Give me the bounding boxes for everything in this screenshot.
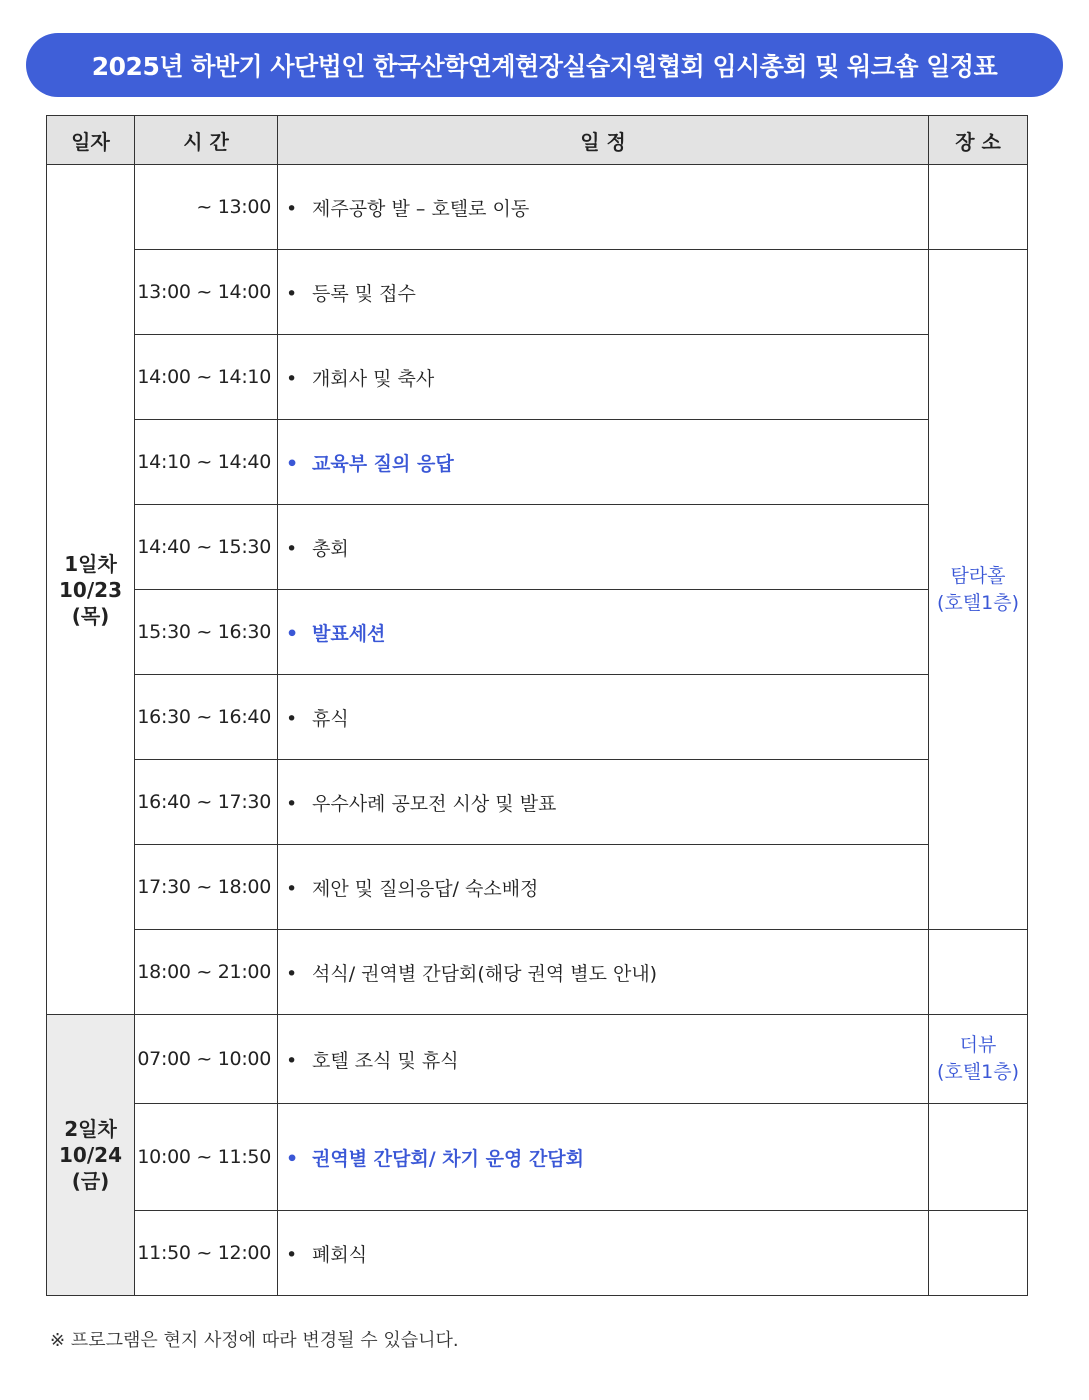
table-row	[47, 420, 1028, 505]
time-cell: ~ 13:00	[135, 165, 278, 250]
page-title: 2025년 하반기 사단법인 한국산학연계현장실습지원협회 임시총회 및 워크숍 일정표	[91, 52, 998, 81]
bullet-icon: •	[286, 282, 298, 305]
time-cell: 18:00 ~ 21:00	[135, 930, 278, 1015]
day-date: 10/24	[59, 1143, 122, 1167]
bullet-icon: •	[286, 877, 298, 900]
schedule-item-text: 우수사례 공모전 시상 및 발표	[312, 792, 557, 815]
time-cell: 07:00 ~ 10:00	[135, 1015, 278, 1104]
day-2-cell	[47, 1015, 135, 1296]
schedule-item-highlight	[278, 420, 929, 505]
time-cell: 16:30 ~ 16:40	[135, 675, 278, 760]
table-row	[47, 930, 1028, 1015]
bullet-icon: •	[286, 367, 298, 390]
schedule-item-text: 휴식	[312, 707, 349, 730]
bullet-icon: •	[286, 622, 299, 645]
table-row	[47, 505, 1028, 590]
time-cell: 14:00 ~ 14:10	[135, 335, 278, 420]
place-cell-the-view	[929, 1015, 1028, 1104]
schedule-table	[46, 115, 1028, 1296]
place-name: 더뷰	[959, 1034, 997, 1056]
title-banner	[26, 33, 1063, 97]
schedule-item-text: 등록 및 접수	[312, 282, 416, 305]
time-cell: 17:30 ~ 18:00	[135, 845, 278, 930]
day-label: 2일차	[64, 1117, 117, 1141]
bullet-icon: •	[286, 1147, 299, 1170]
time-cell: 16:40 ~ 17:30	[135, 760, 278, 845]
schedule-item-text: 개회사 및 축사	[312, 367, 435, 390]
schedule-item	[278, 335, 929, 420]
schedule-item-text: 폐회식	[312, 1243, 368, 1266]
schedule-item-text: 교육부 질의 응답	[312, 452, 454, 475]
table-row	[47, 335, 1028, 420]
place-cell-empty	[929, 1104, 1028, 1211]
schedule-item	[278, 760, 929, 845]
time-cell: 13:00 ~ 14:00	[135, 250, 278, 335]
header-place: 장 소	[929, 116, 1028, 165]
day-date: 10/23	[59, 577, 122, 602]
header-row	[47, 116, 1028, 165]
table-row	[47, 250, 1028, 335]
schedule-item	[278, 845, 929, 930]
schedule-item	[278, 675, 929, 760]
header-day: 일자	[47, 116, 135, 165]
schedule-item-text: 제안 및 질의응답/ 숙소배정	[312, 877, 539, 900]
day-label: 1일차	[64, 551, 117, 576]
table-row	[47, 590, 1028, 675]
schedule-item	[278, 1211, 929, 1296]
bullet-icon: •	[286, 452, 299, 475]
place-cell-empty	[929, 930, 1028, 1015]
table-row	[47, 760, 1028, 845]
place-cell-tamra-hall	[929, 250, 1028, 930]
place-cell-empty	[929, 1211, 1028, 1296]
schedule-item	[278, 505, 929, 590]
schedule-item-highlight	[278, 590, 929, 675]
table-row	[47, 675, 1028, 760]
bullet-icon: •	[286, 707, 298, 730]
schedule-item-text: 제주공항 발 – 호텔로 이동	[312, 197, 530, 220]
bullet-icon: •	[286, 1049, 298, 1072]
schedule-item-text: 호텔 조식 및 휴식	[312, 1049, 459, 1072]
schedule-item-text: 총회	[312, 537, 349, 560]
place-floor: (호텔1층)	[937, 1061, 1019, 1083]
bullet-icon: •	[286, 1243, 298, 1266]
schedule-item	[278, 930, 929, 1015]
time-cell: 14:10 ~ 14:40	[135, 420, 278, 505]
footnote: ※ 프로그램은 현지 사정에 따라 변경될 수 있습니다.	[50, 1330, 459, 1351]
table-row	[47, 1104, 1028, 1211]
table-row	[47, 165, 1028, 250]
schedule-item-text: 석식/ 권역별 간담회(해당 권역 별도 안내)	[312, 962, 658, 985]
bullet-icon: •	[286, 792, 298, 815]
schedule-item	[278, 250, 929, 335]
schedule-item-text: 발표세션	[312, 622, 386, 645]
table-row	[47, 845, 1028, 930]
table-row	[47, 1211, 1028, 1296]
time-cell: 14:40 ~ 15:30	[135, 505, 278, 590]
bullet-icon: •	[286, 197, 298, 220]
header-time: 시 간	[135, 116, 278, 165]
place-cell-empty	[929, 165, 1028, 250]
schedule-item-highlight	[278, 1104, 929, 1211]
header-schedule: 일 정	[278, 116, 929, 165]
day-weekday: (금)	[71, 1169, 110, 1193]
place-floor: (호텔1층)	[937, 591, 1019, 614]
time-cell: 11:50 ~ 12:00	[135, 1211, 278, 1296]
table-row	[47, 1015, 1028, 1104]
schedule-item-text: 권역별 간담회/ 차기 운영 간담회	[312, 1147, 585, 1170]
time-cell: 15:30 ~ 16:30	[135, 590, 278, 675]
day-weekday: (목)	[71, 603, 110, 628]
bullet-icon: •	[286, 537, 298, 560]
bullet-icon: •	[286, 962, 298, 985]
day-1-cell	[47, 165, 135, 1015]
time-cell: 10:00 ~ 11:50	[135, 1104, 278, 1211]
place-name: 탐라홀	[950, 564, 1006, 587]
schedule-item	[278, 165, 929, 250]
schedule-item	[278, 1015, 929, 1104]
